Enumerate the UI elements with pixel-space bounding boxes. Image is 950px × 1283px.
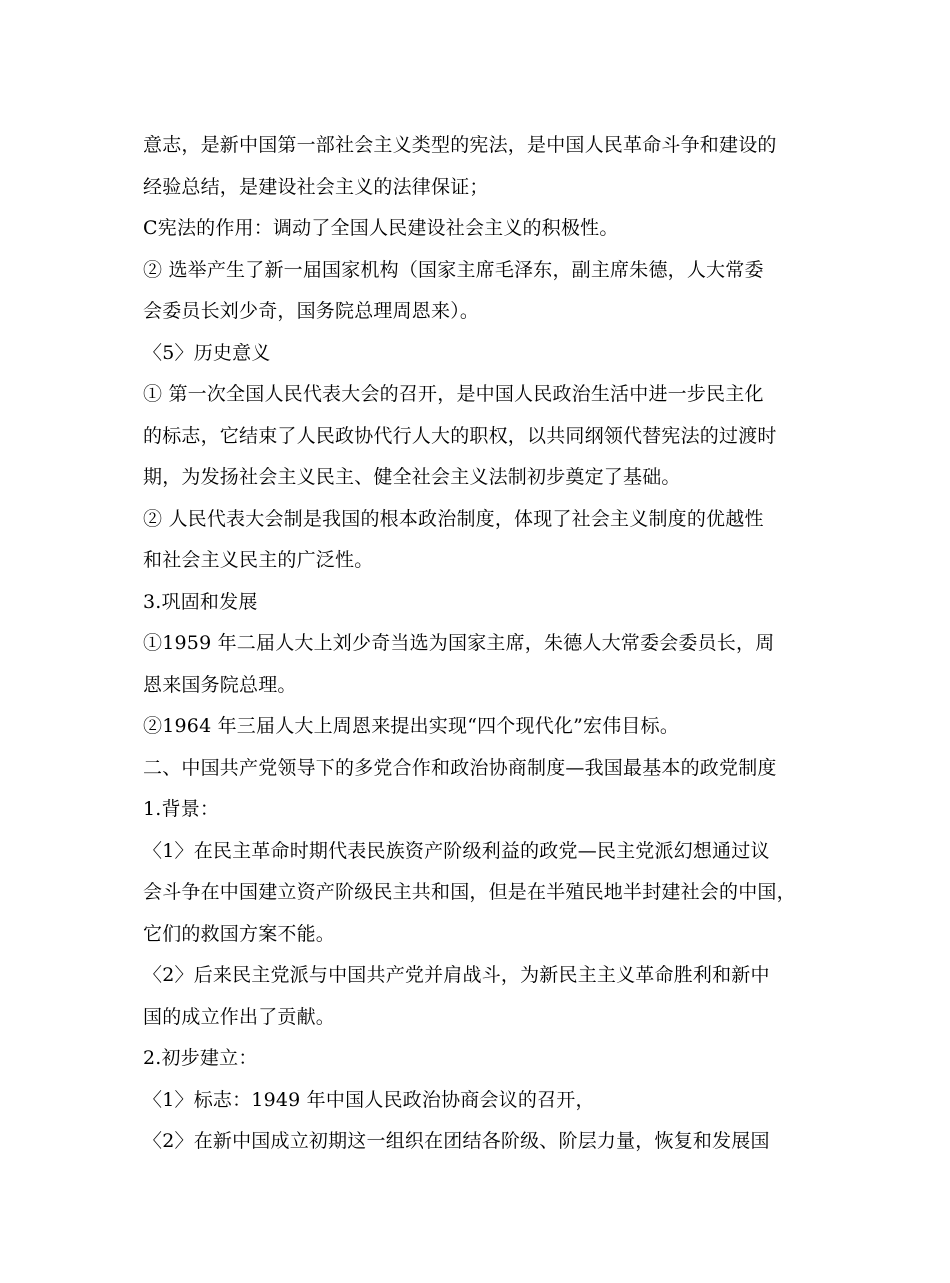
text-line: 它们的救国方案不能。	[143, 923, 336, 945]
text-line: 意志，是新中国第一部社会主义类型的宪法，是中国人民革命斗争和建设的	[143, 134, 777, 156]
section-heading: 2.初步建立：	[143, 1047, 258, 1069]
text-line: 国的成立作出了贡献。	[143, 1006, 336, 1028]
section-heading: 1.背景：	[143, 798, 220, 820]
section-heading: 3.巩固和发展	[143, 591, 258, 613]
text-line: 会斗争在中国建立资产阶级民主共和国，但是在半殖民地半封建社会的中国，	[143, 881, 796, 903]
text-line: 期，为发扬社会主义民主、健全社会主义法制初步奠定了基础。	[143, 466, 681, 488]
text-line: ① 第一次全国人民代表大会的召开，是中国人民政治生活中进一步民主化	[143, 383, 764, 405]
text-line: 〈2〉在新中国成立初期这一组织在团结各阶级、阶层力量，恢复和发展国	[143, 1130, 770, 1152]
text-line: 和社会主义民主的广泛性。	[143, 549, 374, 571]
text-line: 〈1〉在民主革命时期代表民族资产阶级利益的政党—民主党派幻想通过议	[143, 840, 770, 862]
section-heading: 二、中国共产党领导下的多党合作和政治协商制度—我国最基本的政党制度	[143, 757, 777, 779]
text-line: ②1964 年三届人大上周恩来提出实现“四个现代化”宏伟目标。	[143, 715, 680, 737]
section-heading: 〈5〉历史意义	[143, 342, 271, 364]
text-line: 〈1〉标志：1949 年中国人民政治协商会议的召开，	[143, 1089, 595, 1111]
text-line: 〈2〉后来民主党派与中国共产党并肩战斗，为新民主主义革命胜利和新中	[143, 964, 770, 986]
text-line: ①1959 年二届人大上刘少奇当选为国家主席，朱德人大常委会委员长，周	[143, 632, 775, 654]
text-line: 恩来国务院总理。	[143, 674, 297, 696]
text-line: C宪法的作用：调动了全国人民建设社会主义的积极性。	[143, 217, 619, 239]
text-line: 的标志，它结束了人民政协代行人大的职权，以共同纲领代替宪法的过渡时	[143, 425, 777, 447]
text-line: ② 人民代表大会制是我国的根本政治制度，体现了社会主义制度的优越性	[143, 508, 764, 530]
text-line: ② 选举产生了新一届国家机构（国家主席毛泽东，副主席朱德，人大常委	[143, 259, 764, 281]
text-line: 经验总结，是建设社会主义的法律保证；	[143, 176, 489, 198]
text-line: 会委员长刘少奇，国务院总理周恩来）。	[143, 300, 480, 322]
